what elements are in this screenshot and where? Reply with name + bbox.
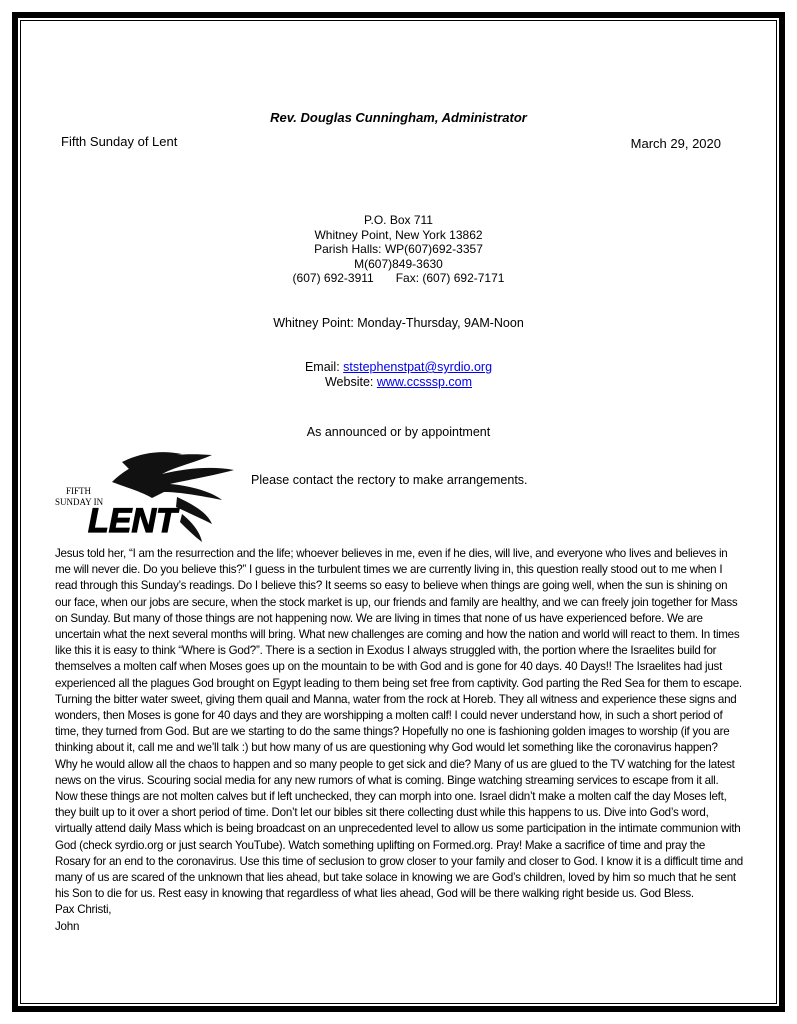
address-block — [0, 213, 797, 286]
email-link[interactable]: ststephenstpat@syrdio.org — [343, 360, 493, 374]
letter-closing: Pax Christi, — [55, 903, 112, 917]
liturgical-day: Fifth Sunday of Lent — [61, 134, 178, 149]
city-line: Whitney Point, New York 13862 — [314, 227, 483, 242]
website-link[interactable]: www.ccsssp.com — [376, 375, 473, 389]
pastor-letter — [55, 546, 743, 935]
website-line — [0, 375, 797, 390]
phone-fax-line — [0, 271, 797, 286]
bulletin-date: March 29, 2020 — [630, 136, 721, 151]
administrator-heading: Rev. Douglas Cunningham, Administrator — [270, 110, 527, 125]
po-box: P.O. Box 711 — [364, 213, 433, 227]
email-label: Email: — [304, 360, 344, 374]
parish-halls-wp: Parish Halls: WP(607)692-3357 — [314, 242, 483, 256]
fax-number: Fax: (607) 692-7171 — [395, 271, 505, 285]
letter-signature: John — [55, 919, 80, 933]
email-line — [0, 360, 797, 375]
office-hours: Whitney Point: Monday-Thursday, 9AM-Noon — [273, 316, 524, 330]
graphic-line1: FIFTH — [66, 486, 92, 496]
phone-number: (607) 692-3911 — [292, 271, 374, 285]
arrangements-note: Please contact the rectory to make arrangements. — [251, 473, 528, 487]
website-label: Website: — [324, 375, 377, 389]
parish-halls-m: M(607)849-3630 — [354, 256, 443, 271]
appointment-note: As announced or by appointment — [306, 425, 491, 439]
fifth-sunday-lent-graphic — [52, 452, 242, 544]
contact-block — [0, 360, 797, 390]
graphic-word: LENT — [88, 502, 177, 540]
letter-body: Jesus told her, “I am the resurrection and the life; whoever believes in me, even if he dies, will live, and everyone who lives and believes in me will never die. Do you believe this?” I guess in the turbulent times we are currently living in, this question really stood out to me when I read through this Sunday’s readings. Do I believe this? It seems so easy to believe when things are going well, when the sun is shining on our face, when our jobs are secure, when the stock market is up, our friends and family are healthy, and we can freely join together for Mass on Sunday. But many of those things are not happening now. We are living in times that none of us have experienced before. We are uncertain what the next several months will bring. What new challenges are coming and how the nation and world will react to them. In times like this it is easy to think “Where is God?”. There is a section in Exodus I always struggled with, the portion where the Israelites build for themselves a molten calf when Moses goes up on the mountain to be with God and is gone for 40 days. 40 Days!! The Israelites had just experienced all the plagues God brought on Egypt leading to them being set free from captivity. God parting the Red Sea for them to escape. Turning the bitter water sweet, giving them quail and Manna, water from the rock at Horeb. They all witness and experience these signs and wonders, then Moses is gone for 40 days and they are worshipping a molten calf! I could never understand how, in such a short period of time, they turned from God. But are we starting to do the same things? Hopefully no one is fashioning golden images to worship (if you are thinking about it, call me and we’ll talk :) but how many of us are questioning why God would let something like the coronavirus happen? Why he would allow all the chaos to happen and so many people to get sick and die? Many of us are glued to the TV watching for the latest news on the virus. Scouring social media for any new rumors of what is coming. Binge watching streaming services to escape from it all. Now these things are not molten calves but if left unchecked, they can morph into one. Israel didn’t make a molten calf the day Moses left, they built up to it over a short period of time. Don’t let our bibles sit there collecting dust while this happens to us. Dive into God’s word, virtually attend daily Mass which is being broadcast on an unprecedented level to allow us some participation in the intimate communion with God (check syrdio.org or just search YouTube). Watch something uplifting on Formed.org. Pray! Make a sacrifice of time and pray the Rosary for an end to the coronavirus. Use this time of seclusion to grow closer to your family and closer to God. I know it is a difficult time and many of us are scared of the unknown that lies ahead, but take solace in knowing we are God’s children, loved by him so much that he sent his Son to die for us. Rest easy in knowing that regardless of what lies ahead, God will be there walking right beside us. God Bless. — [55, 547, 743, 901]
graphic-line2: SUNDAY IN — [55, 497, 104, 507]
